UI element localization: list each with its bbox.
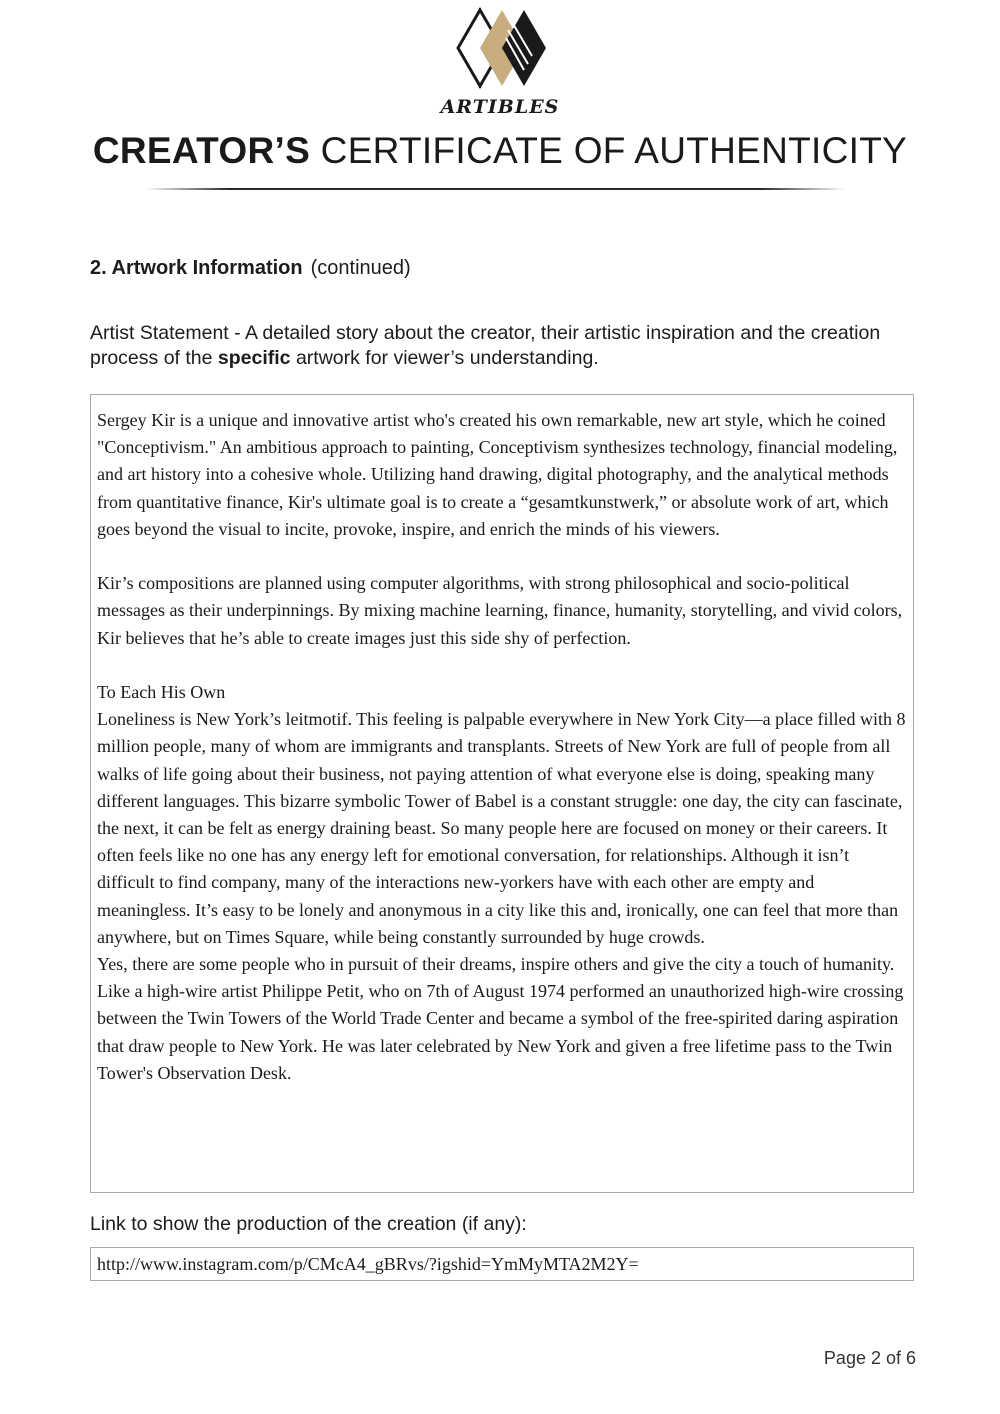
page-title-rest: CERTIFICATE OF AUTHENTICITY: [320, 130, 908, 171]
statement-paragraph-1: Sergey Kir is a unique and innovative artist who's created his own remarkable, new art style, which he coined "Conceptivism." An ambitious approach to painting, Conceptivism synthesizes technology, financial modeling, and art history into a cohesive whole. Utilizing hand drawing, digital photography, and the analytical methods from quantitative finance, Kir's ultimate goal is to create a “gesamtkunstwerk,” or absolute work of art, which goes beyond the visual to incite, provoke, inspire, and enrich the minds of his viewers.: [97, 410, 898, 539]
title-divider: [145, 188, 845, 190]
page-title: [0, 130, 1000, 172]
section-heading-continued: (continued): [310, 257, 411, 279]
intro-text-before: Artist Statement - A detailed story about the creator, their artistic inspiration and the creation process of the: [90, 322, 881, 369]
section-heading-title: 2. Artwork Information: [90, 257, 303, 279]
artwork-title: To Each His Own: [97, 682, 226, 702]
artist-statement-field[interactable]: [90, 394, 914, 1193]
paragraph-gap: [97, 543, 907, 570]
page-number: Page 2 of 6: [823, 1348, 916, 1368]
production-link-field[interactable]: [90, 1247, 914, 1281]
production-link-label: Link to show the production of the creation (if any):: [90, 1213, 527, 1235]
statement-paragraph-3: Loneliness is New York’s leitmotif. This feeling is palpable everywhere in New York City—a place filled with 8 million people, many of whom are immigrants and transplants. Streets of New York are full of people from all walks of life going about their business, not paying attention of what everyone else is doing, speaking many different languages. This bizarre symbolic Tower of Babel is a constant struggle: one day, the city can fascinate, the next, it can be felt as energy draining beast. So many people here are focused on money or their careers. It often feels like no one has any energy left for emotional conversation, for relationships. Although it isn’t difficult to find company, many of the interactions new-yorkers have with each other are empty and meaningless. It’s easy to be lonely and anonymous in a city like this and, ironically, one can feel that more than anywhere, but on Times Square, while being constantly surrounded by huge crowds.: [97, 709, 906, 947]
page-title-bold: CREATOR’S: [92, 130, 311, 171]
intro-text-after: artwork for viewer’s understanding.: [290, 347, 599, 369]
brand-wordmark: ARTIBLES: [440, 96, 560, 118]
statement-paragraph-2: Kir’s compositions are planned using computer algorithms, with strong philosophical and socio-political messages as their underpinnings. By mixing machine learning, finance, humanity, storytelling, and vivid colors, Kir believes that he’s able to create images just this side shy of perfection.: [97, 573, 903, 648]
artibles-logo-icon: [452, 6, 552, 90]
production-link-value[interactable]: http://www.instagram.com/p/CMcA4_gBRvs/?igshid=YmMyMTA2M2Y=: [97, 1254, 639, 1274]
paragraph-gap: [97, 652, 907, 679]
section-heading: [90, 257, 411, 280]
statement-paragraph-4: Yes, there are some people who in pursuit of their dreams, inspire others and give the city a touch of humanity. Like a high-wire artist Philippe Petit, who on 7th of August 1974 performed an unauthorized high-wire crossing between the Twin Towers of the World Trade Center and became a symbol of the free-spirited daring aspiration that draw people to New York. He was later celebrated by New York and given a free lifetime pass to the Twin Tower's Observation Desk.: [97, 954, 904, 1083]
intro-text-emphasis: specific: [217, 347, 291, 369]
artist-statement-description: [90, 321, 910, 371]
